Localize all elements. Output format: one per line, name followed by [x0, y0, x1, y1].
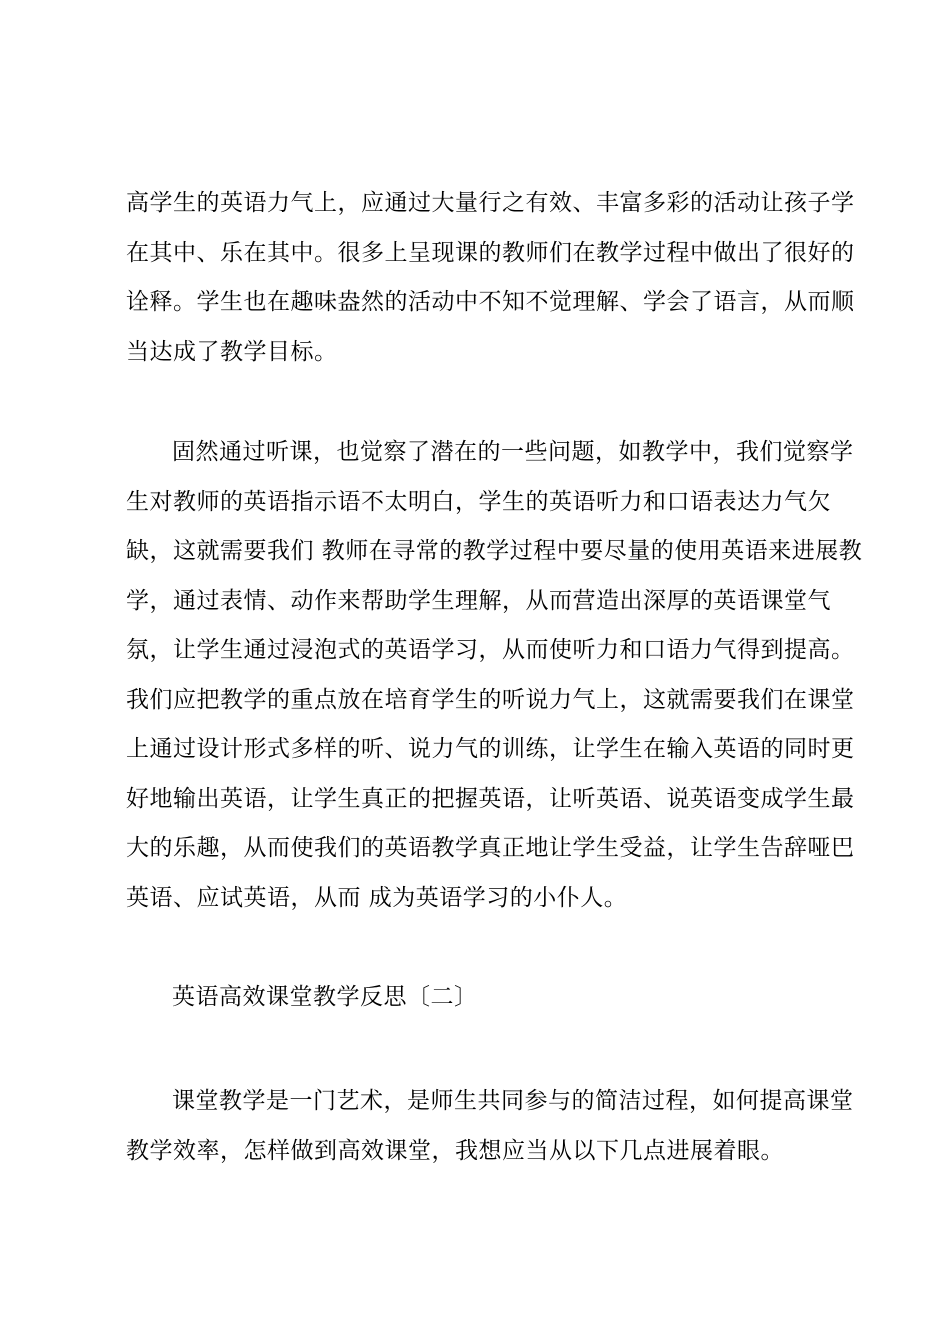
text-line: 高学生的英语力气上，应通过大量行之有效、丰富多彩的活动让孩子学 [126, 190, 855, 216]
text-line: 氛，让学生通过浸泡式的英语学习，从而使听力和口语力气得到提高。 [126, 637, 855, 663]
paragraph-intro [126, 1077, 854, 1176]
text-line: 大的乐趣，从而使我们的英语教学真正地让学生受益，让学生告辞哑巴 [126, 835, 855, 861]
text-line: 英语、应试英语，从而 成为英语学习的小仆人。 [126, 884, 628, 911]
text-line: 课堂教学是一门艺术，是师生共同参与的简洁过程，如何提高课堂 [172, 1088, 854, 1114]
text-line: 在其中、乐在其中。很多上呈现课的教师们在教学过程中做出了很好的 [126, 239, 855, 266]
text-line: 教学效率，怎样做到高效课堂，我想应当从以下几点进展着眼。 [126, 1137, 784, 1164]
section-heading [126, 973, 832, 1023]
text-line: 缺，这就需要我们 教师在寻常的教学过程中要尽量的使用英语来进展教 [126, 538, 863, 564]
text-line: 上通过设计形式多样的听、说力气的训练，让学生在输入英语的同时更 [126, 736, 855, 762]
section-heading-text: 英语高效课堂教学反思〔二〕 [172, 984, 478, 1010]
text-line: 当达成了教学目标。 [126, 338, 338, 365]
paragraph-problems [126, 428, 863, 923]
text-line: 我们应把教学的重点放在培育学生的听说力气上，这就需要我们在课堂 [126, 686, 855, 713]
text-line: 固然通过听课，也觉察了潜在的一些问题，如教学中，我们觉察学 [172, 439, 854, 465]
paragraph-continuation [126, 179, 855, 377]
text-line: 诠释。学生也在趣味盎然的活动中不知不觉理解、学会了语言，从而顺 [126, 289, 855, 315]
text-line: 生对教师的英语指示语不太明白，学生的英语听力和口语表达力气欠 [126, 488, 831, 515]
text-line: 好地输出英语，让学生真正的把握英语，让听英语、说英语变成学生最 [126, 785, 855, 812]
text-line: 学，通过表情、动作来帮助学生理解，从而营造出深厚的英语课堂气 [126, 587, 831, 614]
